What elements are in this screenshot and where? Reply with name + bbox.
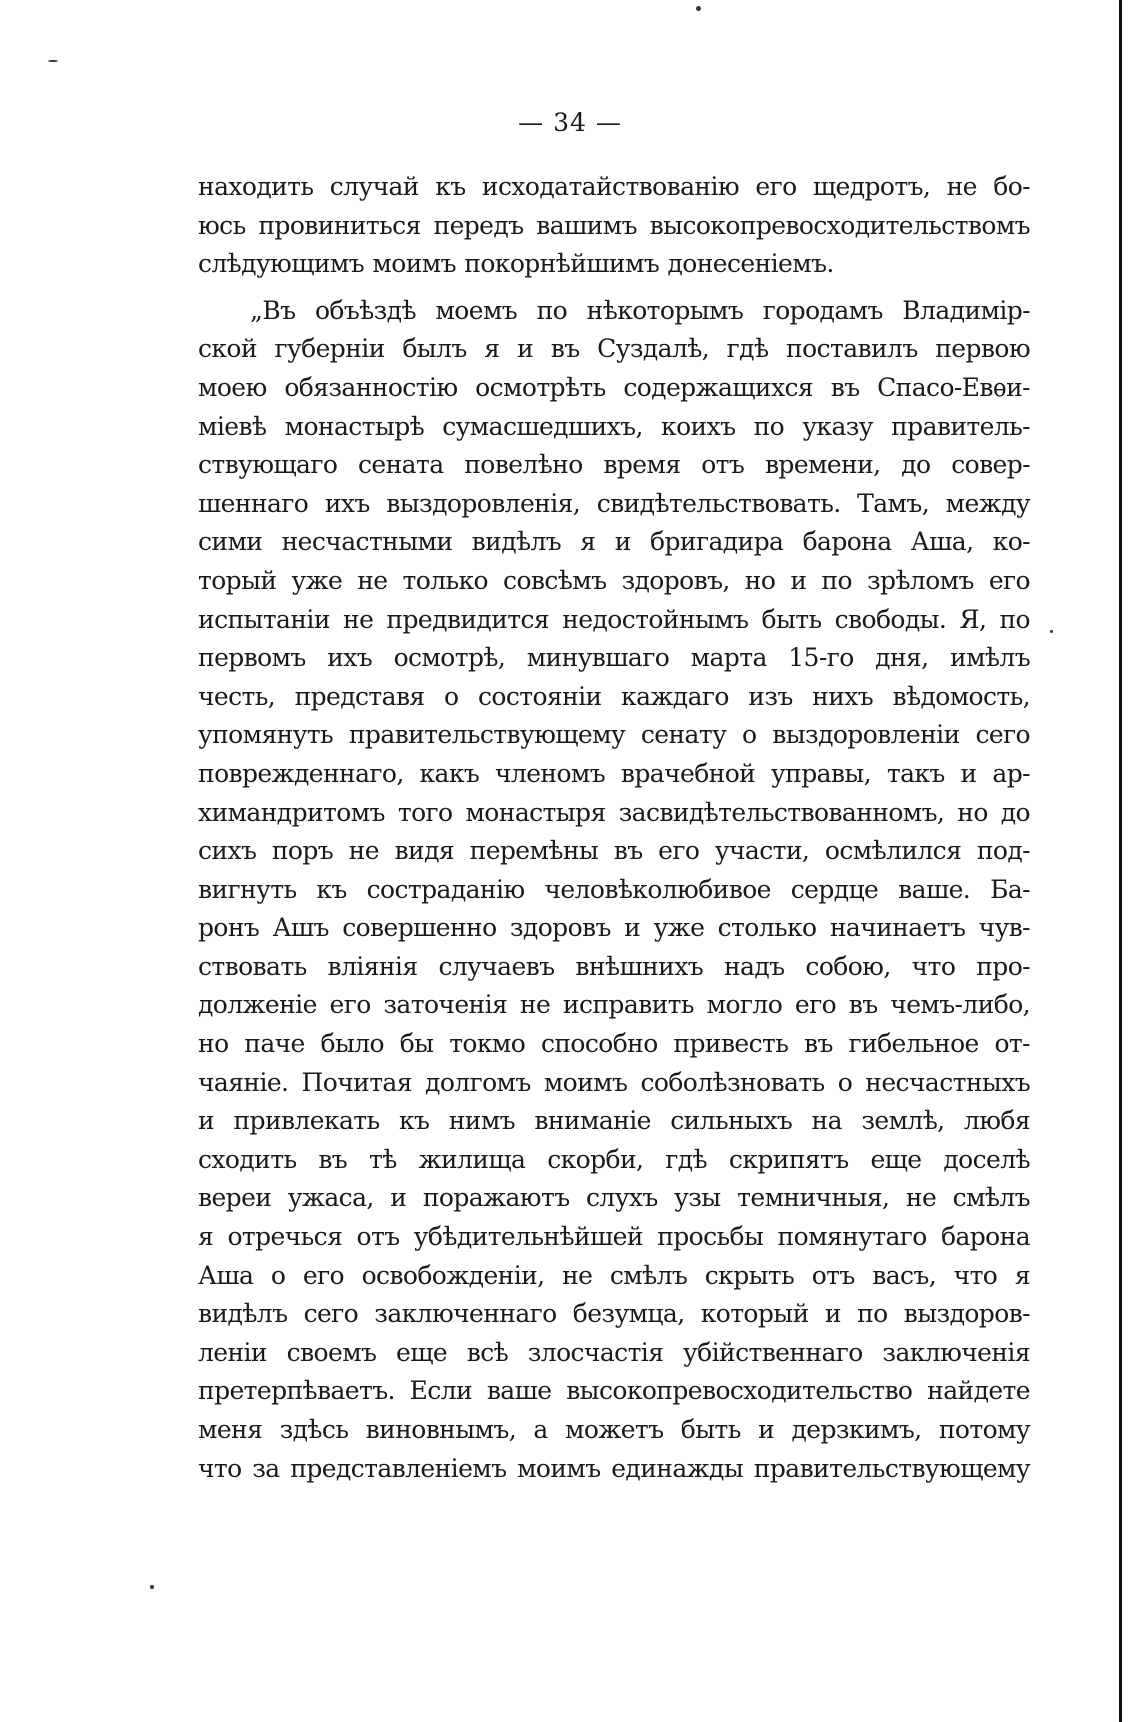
text-line: леніи своемъ еще всѣ злосчастія убійственнаго заключенія (198, 1337, 1030, 1367)
text-line: моею обязанностію осмотрѣть содержащихся въ Спасо-Евѳи- (198, 372, 1030, 402)
page-edge-border (1119, 0, 1122, 1722)
text-line: „Въ объѣздѣ моемъ по нѣкоторымъ городамъ Владимір- (250, 295, 1030, 325)
text-line: чаяніе. Почитая долгомъ моимъ соболѣзновать о несчастныхъ (198, 1067, 1030, 1097)
text-line: испытаніи не предвидится недостойнымъ быть свободы. Я, по (198, 604, 1030, 634)
body-text (198, 168, 1030, 1488)
text-line: упомянуть правительствующему сенату о выздоровленіи сего (198, 720, 1030, 750)
text-line: ствующаго сената повелѣно время отъ времени, до совер- (198, 450, 1030, 480)
text-line: я отречься отъ убѣдительнѣйшей просьбы помянутаго барона (198, 1222, 1030, 1252)
text-line: сими несчастными видѣлъ я и бригадира барона Аша, ко- (198, 527, 1030, 557)
text-line: ской губерніи былъ я и въ Суздалѣ, гдѣ поставилъ первою (198, 334, 1030, 364)
text-line: претерпѣваетъ. Если ваше высокопревосходительство найдете (198, 1376, 1030, 1406)
text-line: но паче было бы токмо способно привесть въ гибельное от- (198, 1029, 1030, 1059)
text-line: юсь провиниться передъ вашимъ высокопревосходительствомъ (198, 210, 1030, 240)
text-line: честь, представя о состояніи каждаго изъ нихъ вѣдомость, (198, 681, 1030, 711)
text-line: Аша о его освобожденіи, не смѣлъ скрыть отъ васъ, что я (198, 1260, 1030, 1290)
text-line: ствовать вліянія случаевъ внѣшнихъ надъ собою, что про- (198, 951, 1030, 981)
text-line: шеннаго ихъ выздоровленія, свидѣтельствовать. Тамъ, между (198, 488, 1030, 518)
scan-speck (150, 1585, 154, 1589)
text-line: торый уже не только совсѣмъ здоровъ, но и по зрѣломъ его (198, 565, 1030, 595)
scan-speck (696, 6, 701, 11)
text-line: поврежденнаго, какъ членомъ врачебной управы, такъ и ар- (198, 758, 1030, 788)
text-line: находить случай къ исходатайствованію его щедротъ, не бо- (198, 172, 1030, 201)
text-line: долженіе его заточенія не исправить могло его въ чемъ-либо, (198, 990, 1030, 1020)
text-line: вигнуть къ состраданію человѣколюбивое сердце ваше. Ба- (198, 874, 1030, 904)
text-line: видѣлъ сего заключеннаго безумца, который и по выздоров- (198, 1299, 1030, 1329)
text-line: и привлекать къ нимъ вниманіе сильныхъ на землѣ, любя (198, 1106, 1030, 1136)
text-line: сходить въ тѣ жилища скорби, гдѣ скрипятъ еще доселѣ (198, 1144, 1030, 1174)
text-line: меня здѣсь виновнымъ, а можетъ быть и дерзкимъ, потому (198, 1415, 1030, 1444)
text-line: ронъ Ашъ совершенно здоровъ и уже столько начинаетъ чув- (198, 913, 1030, 943)
page-number: — 34 — (518, 108, 622, 137)
text-line: міевѣ монастырѣ сумасшедшихъ, коихъ по указу правитель- (198, 411, 1030, 441)
text-line: что за представленіемъ моимъ единажды правительствующему (198, 1453, 1030, 1483)
text-line: вереи ужаса, и поражаютъ слухъ узы темничныя, не смѣлъ (198, 1183, 1030, 1213)
scan-speck (48, 60, 58, 62)
scan-speck (1050, 630, 1053, 633)
paragraph-gap (198, 284, 1030, 292)
text-line: первомъ ихъ осмотрѣ, минувшаго марта 15-го дня, имѣлъ (198, 643, 1030, 673)
text-line: химандритомъ того монастыря засвидѣтельствованномъ, но до (198, 797, 1030, 827)
text-line: сихъ поръ не видя перемѣны въ его участи, осмѣлился под- (198, 836, 1030, 866)
text-line: слѣдующимъ моимъ покорнѣйшимъ донесеніемъ. (198, 249, 834, 279)
